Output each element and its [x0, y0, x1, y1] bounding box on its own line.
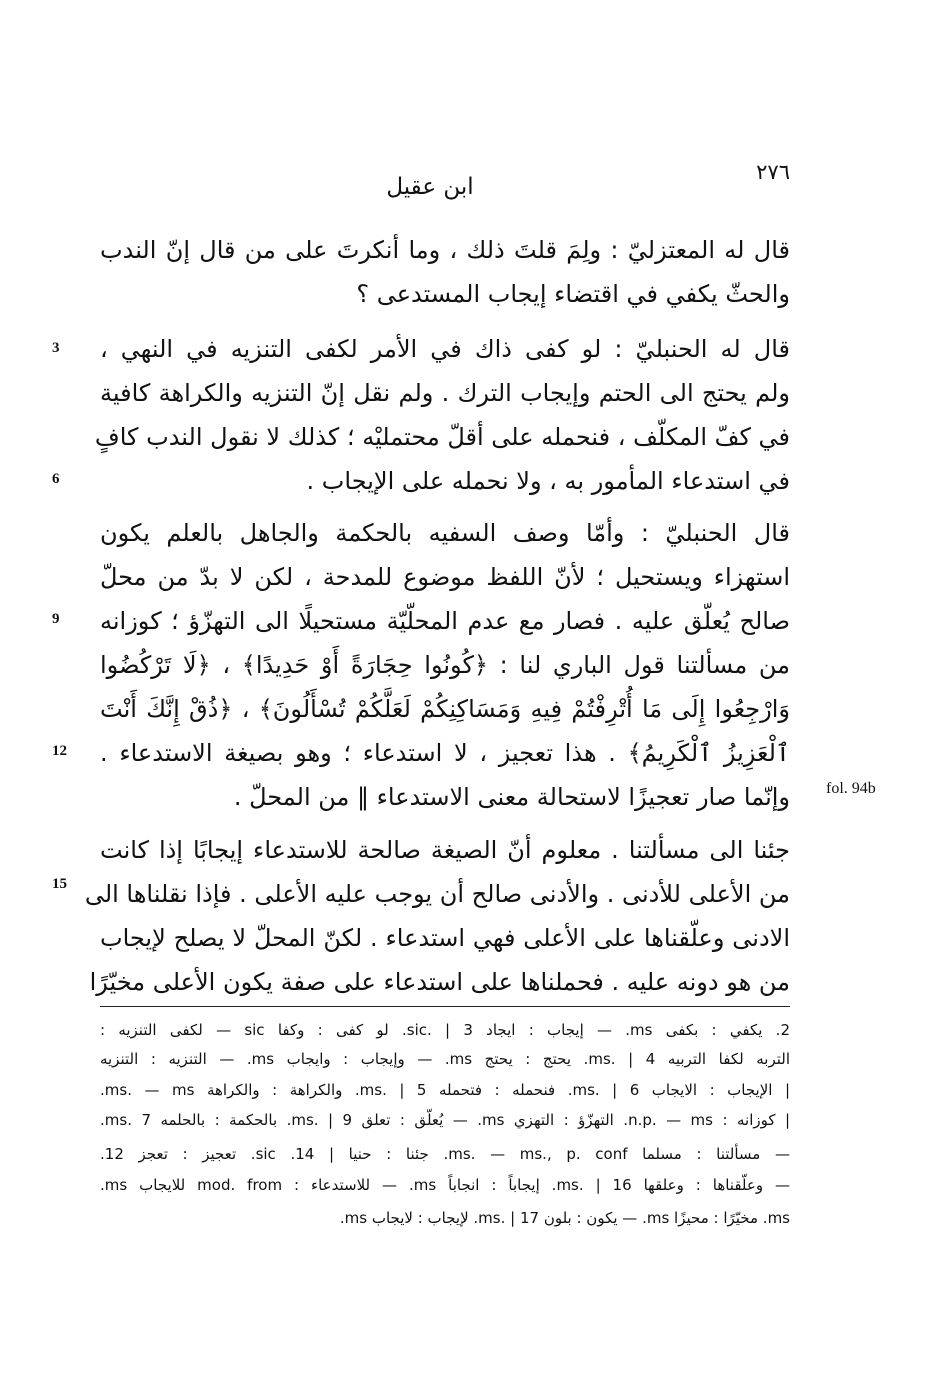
line-number: 9	[52, 611, 60, 627]
page-number: ٢٧٦	[756, 160, 790, 184]
text-line: صالح يُعلّق عليه . فصار مع عدم المحلّيّة مستحيلًا الى التهزّؤ ؛ كوزانه	[100, 607, 790, 635]
text-line: والحثّ يكفي في اقتضاء إيجاب المستدعى ؟	[356, 280, 790, 308]
footnote-line: — وعلّقناها : وعلقها ms. | 16. إيجاباً : انجاباً ms. — للاستدعاء : mod. from للايجاب ms.	[100, 1176, 791, 1194]
text-line: قال الحنبليّ : وأمّا وصف السفيه بالحكمة والجاهل بالعلم يكون	[100, 519, 790, 547]
text-line: من هو دونه عليه . فحملناها على استدعاء على صفة يكون الأعلى مخيّرًا	[89, 968, 790, 996]
running-head: ابن عقيل	[386, 174, 474, 200]
text-line: من مسألتنا قول الباري لنا : ﴿كُونُوا حِجَارَةً أَوْ حَدِيدًا﴾ ، ﴿لَا تَرْكُضُوا	[100, 651, 790, 679]
text-line: قال له الحنبليّ : لو كفى ذاك في الأمر لكفى التنزيه في النهي ،	[100, 335, 790, 363]
text-line: في كفّ المكلّف ، فنحمله على أقلّ محتمليْه ؛ كذلك لا نقول الندب كافٍ	[94, 423, 790, 451]
footnote-line: — مسألتنا : مسلما ms. — ms., p. conf. جئنا : حنيا | 14. sic. تعجيز : تعجز 12.	[100, 1145, 790, 1163]
text-line: استهزاء ويستحيل ؛ لأنّ اللفظ موضوع للمدحة ، لكن لا بدّ من محلّ	[100, 563, 790, 591]
text-line: من الأعلى للأدنى . والأدنى صالح أن يوجب عليه الأعلى . فإذا نقلناها الى	[84, 880, 790, 908]
text-line: وإنّما صار تعجيزًا لاستحالة معنى الاستدعاء ‖ من المحلّ .	[233, 783, 790, 811]
line-number: 6	[52, 471, 60, 487]
footnote-line: ms. مخيّرًا : محيزًا ms. — يكون : بلون ms. | 17. لإيجاب : لايجاب ms.	[339, 1209, 790, 1227]
text-line: في استدعاء المأمور به ، ولا نحمله على الإيجاب .	[306, 467, 790, 495]
text-line: الادنى وعلّقناها على الأعلى فهي استدعاء . لكنّ المحلّ لا يصلح لإيجاب	[100, 924, 790, 952]
line-number: 15	[52, 876, 67, 892]
footnote-divider	[100, 1006, 790, 1007]
line-number: 12	[52, 743, 67, 759]
text-line: قال له المعتزليّ : ولِمَ قلتَ ذلك ، وما أنكرتَ على من قال إنّ الندب	[100, 236, 790, 264]
footnote-line: | كوزانه : n.p. — ms. التهزّؤ : التهزي ms. — يُعلّق : تعلق ms. | 9. بالحكمة : بالحلمه ms. 7.	[100, 1111, 791, 1129]
folio-marker: fol. 94b	[826, 780, 876, 797]
text-line: وَارْجِعُوا إِلَى مَا أُتْرِفْتُمْ فِيهِ وَمَسَاكِنِكُمْ لَعَلَّكُمْ تُسْأَلُونَ﴾ ، ﴿ذُقْ إِنَّكَ أَنْتَ	[100, 695, 790, 723]
footnote-line: | الإيجاب : الايجاب ms. | 6. فنحمله : فتحمله ms. | 5. والكراهة : والكراهة ms. — ms.	[100, 1081, 791, 1099]
footnote-line: 2. يكفي : بكفى ms. — إيجاب : ايجاد sic. | 3. لو كفى : وكفا sic — لكفى التنزيه :	[100, 1021, 790, 1039]
text-line: جئنا الى مسألتنا . معلوم أنّ الصيغة صالحة للاستدعاء إيجابًا إذا كانت	[100, 836, 790, 864]
footnote-line: التربه لكفا التربيه ms. | 4. يحتج : يحتج ms. — وإيجاب : وايجاب ms. — التنزيه : التنزيه	[100, 1050, 790, 1068]
line-number: 3	[52, 340, 60, 356]
text-line: ولم يحتج الى الحتم وإيجاب الترك . ولم نقل إنّ التنزيه والكراهة كافية	[100, 379, 790, 407]
text-line: ٱلْعَزِيزُ ٱلْكَرِيمُ﴾ . هذا تعجيز ، لا استدعاء ؛ وهو بصيغة الاستدعاء .	[100, 739, 790, 767]
